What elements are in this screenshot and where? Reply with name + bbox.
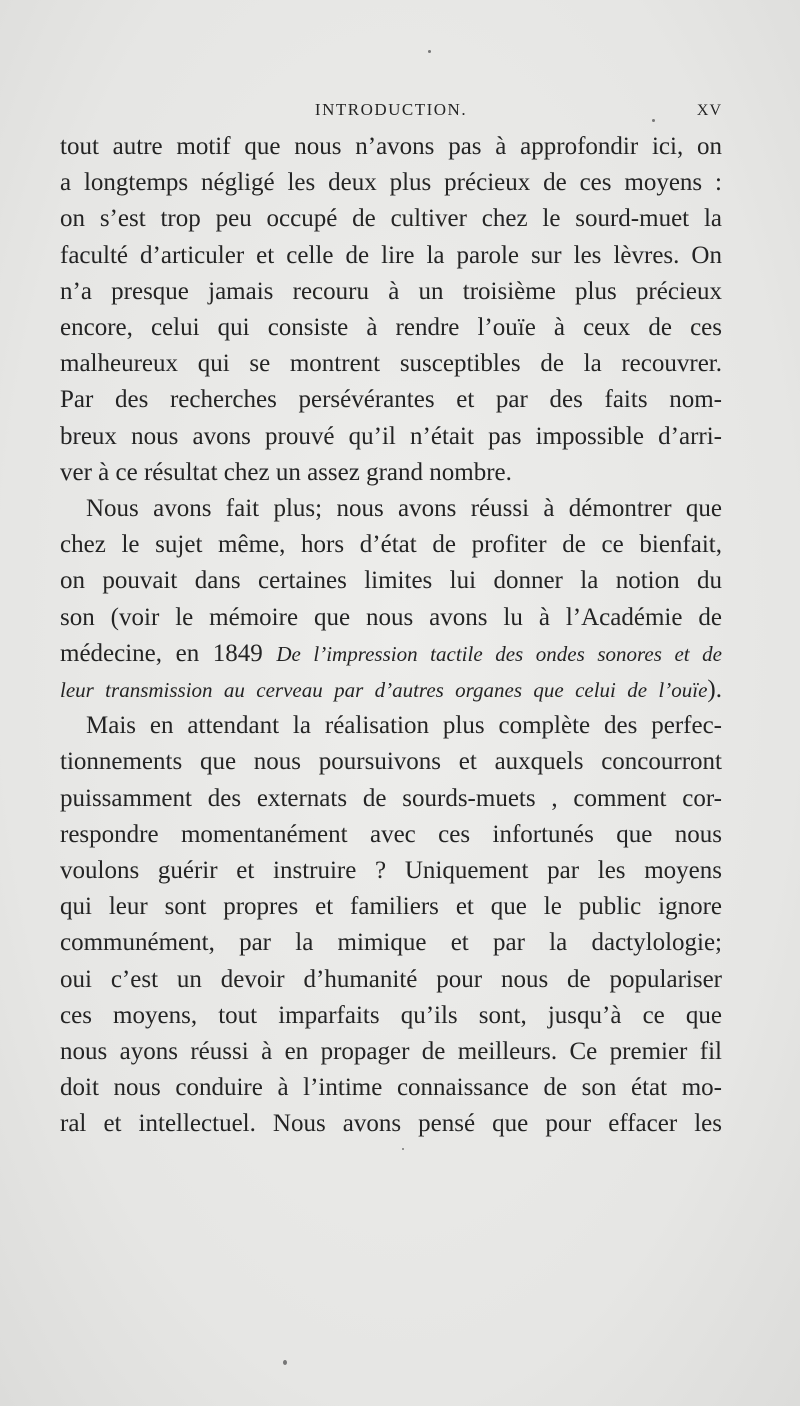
text-line-with-title (60, 636, 722, 672)
text-line: oui c’est un devoir d’humanité pour nous de populariser (60, 965, 722, 993)
text-line: puissamment des externats de sourds-muets , comment cor- (60, 784, 722, 812)
paragraph-3 (60, 708, 722, 1142)
running-head (60, 96, 722, 126)
text-line: chez le sujet même, hors d’état de profiter de ce bienfait, (60, 531, 722, 559)
text-line: tionnements que nous poursuivons et auxquels concourront (60, 748, 722, 776)
text-line: encore, celui qui consiste à rendre l’ouïe à ceux de ces (60, 314, 722, 342)
paragraph-1 (60, 129, 722, 491)
text-line: voulons guérir et instruire ? Uniquement par les moyens (60, 857, 722, 885)
text-line: Mais en attendant la réalisation plus complète des perfec- (86, 712, 722, 740)
text-line: faculté d’articuler et celle de lire la parole sur les lèvres. On (60, 241, 722, 269)
text-line: Nous avons fait plus; nous avons réussi à démontrer que (86, 495, 722, 523)
text-line: qui leur sont propres et familiers et que le public ignore (60, 893, 722, 921)
page-number: XV (696, 102, 722, 119)
text-line: ces moyens, tout imparfaits qu’ils sont, jusqu’à ce que (60, 1001, 722, 1029)
text-line: on pouvait dans certaines limites lui donner la notion du (60, 567, 722, 595)
text-line: communément, par la mimique et par la dactylologie; (60, 929, 722, 957)
text-line: a longtemps négligé les deux plus précieux de ces moyens : (60, 169, 722, 197)
text-line: nous ayons réussi à en propager de meilleurs. Ce premier fil (60, 1038, 722, 1066)
text-line: Par des recherches persévérantes et par des faits nom- (60, 386, 722, 414)
text-line: n’a presque jamais recouru à un troisième plus précieux (60, 277, 722, 305)
memoir-title-part-1: De l’impression tactile des ondes sonores et de (276, 641, 722, 666)
text-line-with-title (60, 672, 722, 708)
body-text (60, 129, 722, 1143)
text-line: respondre momentanément avec ces infortunés que nous (60, 820, 722, 848)
text-line: son (voir le mémoire que nous avons lu à l’Académie de (60, 603, 722, 631)
text-line: ver à ce résultat chez un assez grand nombre. (60, 458, 512, 486)
text-line: doit nous conduire à l’intime connaissance de son état mo- (60, 1074, 722, 1102)
text-line: on s’est trop peu occupé de cultiver chez le sourd-muet la (60, 205, 722, 233)
running-title: INTRODUCTION. (314, 100, 468, 119)
paragraph-2 (60, 491, 722, 708)
text-line: malheureux qui se montrent susceptibles de la recouvrer. (60, 350, 722, 378)
text-line: tout autre motif que nous n’avons pas à approfondir ici, on (60, 133, 722, 160)
text-line: breux nous avons prouvé qu’il n’était pas impossible d’arri- (60, 422, 722, 450)
text-run: médecine, en 1849 (60, 639, 277, 667)
text-line: ral et intellectuel. Nous avons pensé que pour effacer les (60, 1110, 722, 1138)
memoir-title-part-2: leur transmission au cerveau par d’autres organes que celui de l’ouïe (60, 678, 708, 703)
text-run: ). (707, 676, 722, 704)
